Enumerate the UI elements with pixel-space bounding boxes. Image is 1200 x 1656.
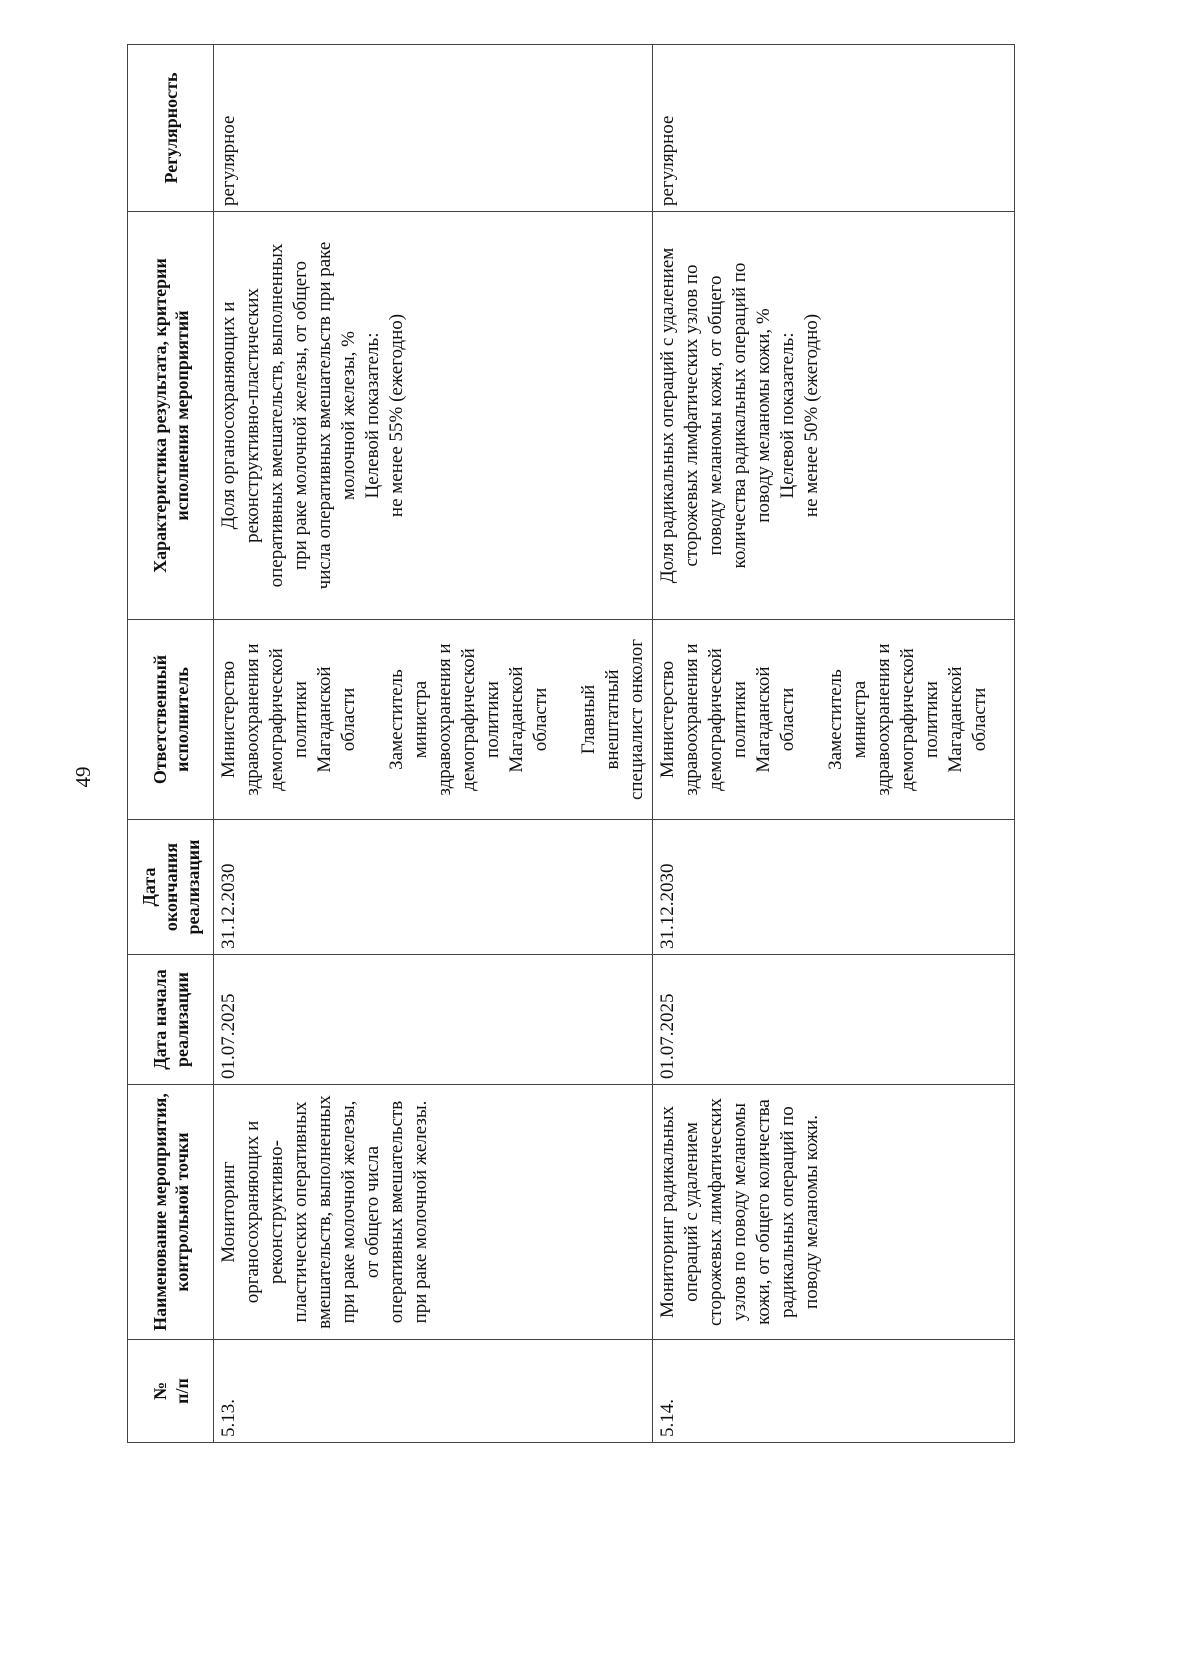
cell-name: Мониторинг органосохраняющих и реконструктивно- пластических оперативных вмешательств, выполненных при раке молочной железы, от общего числа оперативных вмешательств при раке молочной железы. bbox=[214, 1085, 653, 1340]
cell-result: Доля радикальных операций с удалением сторожевых лимфатических узлов по поводу меланомы кожи, от общего количества радикальных операций по поводу меланомы кожи, % Целевой показатель: не менее 50% (ежегодно) bbox=[653, 212, 1015, 620]
page-number: 49 bbox=[71, 766, 95, 788]
header-start: Дата начала реализации bbox=[128, 955, 214, 1085]
header-name: Наименование мероприятия, контрольной точки bbox=[128, 1085, 214, 1340]
header-regularity: Регулярность bbox=[128, 45, 214, 212]
cell-start: 01.07.2025 bbox=[214, 955, 653, 1085]
header-result: Характеристика результата, критерии исполнения мероприятий bbox=[128, 212, 214, 620]
cell-responsible: Министерство здравоохранения и демографической политики Магаданской области Заместитель министра здравоохранения и демографической политики Магаданской области Главный внештатный специалист онколог bbox=[214, 620, 653, 820]
cell-num: 5.14. bbox=[653, 1340, 1015, 1443]
table-row bbox=[653, 45, 1015, 1443]
cell-result: Доля органосохраняющих и реконструктивно-пластических оперативных вмешательств, выполненных при раке молочной железы, от общего числа оперативных вмешательств при раке молочной железы, % Целевой показатель: не менее 55% (ежегодно) bbox=[214, 212, 653, 620]
cell-end: 31.12.2030 bbox=[653, 820, 1015, 955]
cell-regularity: регулярное bbox=[653, 45, 1015, 212]
header-responsible: Ответственный исполнитель bbox=[128, 620, 214, 820]
cell-name: Мониторинг радикальных операций с удалением сторожевых лимфатических узлов по поводу меланомы кожи, от общего количества радикальных операций по поводу меланомы кожи. bbox=[653, 1085, 1015, 1340]
table-row bbox=[214, 45, 653, 1443]
cell-start: 01.07.2025 bbox=[653, 955, 1015, 1085]
cell-responsible: Министерство здравоохранения и демографической политики Магаданской области Заместитель министра здравоохранения и демографической политики Магаданской области bbox=[653, 620, 1015, 820]
rotated-table-wrapper bbox=[127, 45, 1010, 1443]
table-header-row bbox=[128, 45, 214, 1443]
header-end: Дата окончания реализации bbox=[128, 820, 214, 955]
header-num: № п/п bbox=[128, 1340, 214, 1443]
cell-regularity: регулярное bbox=[214, 45, 653, 212]
measures-table bbox=[127, 44, 1015, 1443]
cell-num: 5.13. bbox=[214, 1340, 653, 1443]
cell-end: 31.12.2030 bbox=[214, 820, 653, 955]
